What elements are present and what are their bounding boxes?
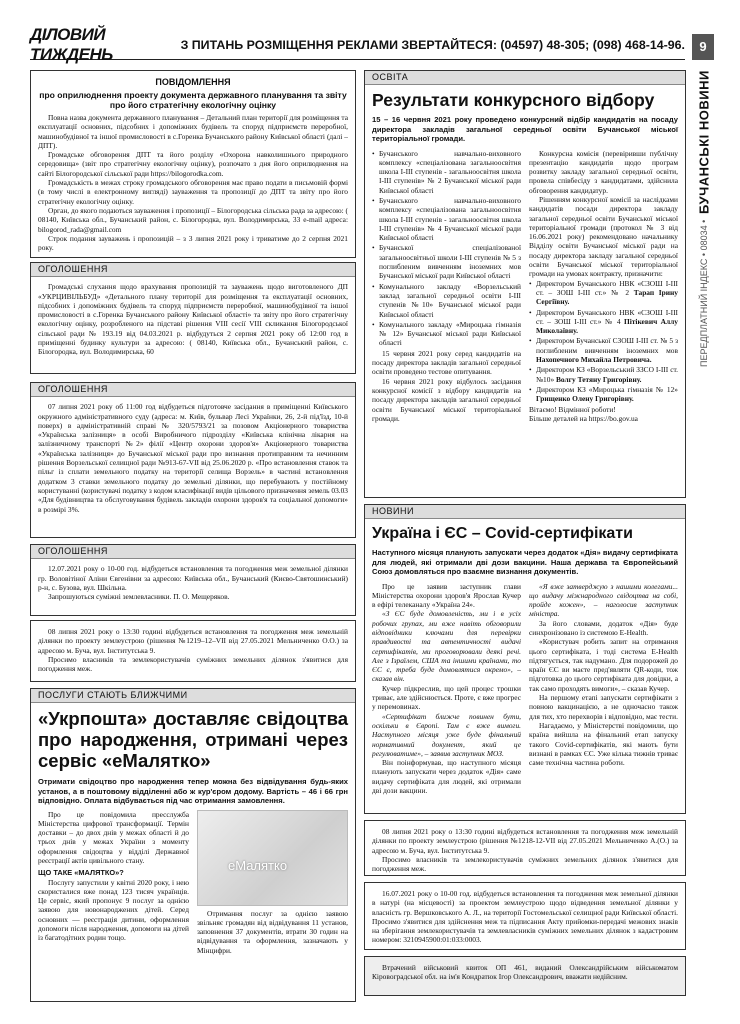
article-paragraph: Про це повідомила пресслужба Міністерства цифрової трансформації. Термін доставки – до двох днів у межах області й до трьох днів у межах України з моменту оформлення свідоцтва у відділі Державної реєстрації актів цивільного стану. (38, 809, 189, 865)
notice-paragraph: Громадськість в межах строку громадського обговорення має право подати в письмовій формі (в тому числі в електронному вигляді) зауваження та пропозиції до ДПТ та звіту про його стратегічну екологічну оцінку. (38, 178, 348, 206)
article-quote: «Сертифікат ближче повинен бути, оскільки в Європі. Там є вже вимоги. Наступного місяця уже буде фінальний нормативний документ, який це регулюватиме», – заявив заступник МОЗ. (372, 711, 521, 758)
photo-caption: Отримання послуг за однією заявою звільняє громадян від відвідування 11 установ, заповнення 37 документів, втрати 30 годин на відвідування та оформлення, зазначають у Мінцифри. (197, 908, 348, 955)
list-item (529, 279, 678, 307)
article-paragraph: «Користувач робить запит на отримання цього сертифіката, і тоді система E-Health підтягується, так надумано. Для подорожей до країн ЄС ви маєте пред'являти QR-коди, тож підготовка до цього сертифіката для довідки, а так само проходять вимоги», – сказав Кучер. (529, 637, 678, 693)
list-item: • Комунального закладу «Мироцька гімназія № 12» Бучанської міської ради Київської області (372, 320, 521, 348)
list-item: • Бучанського навчально-виховного комплексу «спеціалізована загальноосвітня школа І-ІІІ ступенів - загальноосвітня школа І-ІІІ ступенів» № 4 Бучанської міської ради Київської області (372, 196, 521, 242)
notice-court (30, 382, 356, 538)
notice-paragraph: Повна назва документа державного планування – Детальний план території для розміщення та експлуатації основних, підсобних і допоміжних будівель та споруд підприємств переробної, машинобудівної та іншої промисловості в с.Горенка Бучанського району Київської області (далі – ДПТ). (38, 113, 348, 150)
list-item: • Бучанського навчально-виховного комплексу «спеціалізована загальноосвітня школа І-ІІІ ступенів - загальноосвітня школа І-ІІІ ступенів» № 2 Бучанської міської ради Київської області (372, 149, 521, 195)
winner-name: Грищенко Олену Григорівну. (536, 394, 634, 404)
winners-list (529, 279, 678, 404)
winner-position: Директором Бучанського НВК «СЗОШ І-ІІІ ст. – ЗОШ І-ІІІ ст.» № 4 (536, 307, 678, 326)
winner-name: Пітікевич Аллу Миколаївну. (536, 316, 678, 336)
notice-heading: ПОВІДОМЛЕННЯ (155, 77, 231, 87)
article-paragraph: Про це заявив заступник глави Міністерства охорони здоров'я Ярослав Кучер в ефірі телеканалу «Україна 24». (372, 581, 521, 610)
article-paragraph: За його словами, додаток «Дія» буде синхронізовано із системою E-Health. (529, 618, 678, 637)
notice-tag: ОГОЛОШЕННЯ (31, 263, 355, 277)
article-paragraph: Він поінформував, що наступного місяця планують запускати через додаток «Дія» саме видачу сертифіката для людей, які отримали дві дози вакцини. (372, 758, 521, 796)
notice-hearings (30, 262, 356, 374)
congrats-text: Вітаємо! Відмінної роботи! (529, 404, 616, 414)
article-rubric: НОВИНИ (365, 505, 685, 519)
notice-boundary-buzova (30, 544, 356, 616)
notice-tag: ОГОЛОШЕННЯ (31, 383, 355, 397)
article-rubric: ОСВІТА (365, 71, 685, 85)
article-quote: «З ЄС буде домовленість, ми і в усіх робочих групах, ми вже навіть обговорили відповідники ключами для перевірки правдивості та автентичності видачі сертифікатів, ми проговорювали деякі речі. Але з Ізраїлем, США та іншими країнами, то ЄС є, треба буде домовлятися окремо», – сказав він. (372, 609, 521, 684)
notice-paragraph: Громадські слухання щодо врахування пропозицій та зауважень щодо виготовленого ДП «УКРЦИВІЛЬБУД» «Детального плану території для розміщення та експлуатації основних, підсобних і допоміжних будівель та споруд підприємств переробної, машинобудівної та іншої промисловості в с.Горенка Бучанського району Київської області» та звіту про його стратегічну екологічну оцінку, розробленого на підставі рішення VIII сесії VIII скликання Білогородської сільської ради № 193.19 від 04.03.2021 р. відбудуться 2 серпня 2021 року об 12:00 год в приміщенні будинку культури за адресою: ( 08140, Київська обл., Бучанський район, с. Білогородка, вул. Володимирська, 60 (38, 282, 348, 357)
article-paragraph: Конкурсна комісія (перевіривши публічну презентацію кандидатів щодо програм розвитку закладу загальної середньої освіти, провела співбесіду з кандидатами, здійснила обговорення кандидатур. (529, 148, 678, 195)
article-paragraph: Кучер підкреслив, що цей процес трошки триває, але здійснюється. Проте, є вже прогрес у перемовинах. (372, 683, 521, 712)
article-subhead: ЩО ТАКЕ «МАЛЯТКО»? (38, 868, 124, 878)
page-number: 9 (692, 34, 714, 60)
article-paragraph: 16 червня 2021 року відбулось засідання конкурсної комісії з відбору кандидатів на посаду директора закладів загальної середньої освіти Бучанської міської територіальної громади. (372, 376, 521, 423)
article-paragraph: 15 червня 2021 року серед кандидатів на посаду директора закладів загальної середньої освіти проведено тестове опитування. (372, 348, 521, 377)
winner-position: Директором КЗ «Ворзельський ЗЗСО І-ІІІ ст. №10» (536, 365, 678, 384)
article-rubric: ПОСЛУГИ СТАЮТЬ БЛИЖЧИМИ (31, 689, 355, 703)
side-strip (694, 70, 714, 410)
article-covid (364, 504, 686, 814)
notice-paragraph: 08 липня 2021 року о 13:30 годині відбудеться встановлення та погодження меж земельній ділянки по проекту землеустрою (рішення №1218-12-VІІ від 27.05.2021 Мельниченко А.(О.) за адресою м. Буча, вул. Інститутська 9. (372, 827, 678, 855)
list-item: • Комунального закладу «Ворзельський заклад загальної середньої освіти І-ІІІ ступенів №10» Бучанської міської ради Київської області (372, 282, 521, 319)
article-lead: Отримати свідоцтво про народження тепер можна без відвідування будь-яких установ, а в поштовому відділенні або ж кур'єром додому. Вартість – 46 і 66 грн відповідно. Оплата відбувається під час отримання замовлення. (38, 777, 348, 806)
article-paragraph: На першому етапі запускати сертифікати з повною вакцинацією, а не одночасно також для тих, хто перехворів і відповідно, має тести. (529, 693, 678, 721)
list-item (529, 385, 678, 404)
winner-name: Волгу Тетяну Григорівну. (556, 374, 642, 384)
notice-paragraph: Просимо власників та землекористувачів суміжних земельних ділянок з'явитися для погодження меж. (372, 854, 678, 874)
article-quote: «Я вже затверджую з нашими колегами... що видачу міжнародного свідоцтва на собі, пройде кожен», – наголосив заступник міністра. (529, 581, 678, 619)
notice-paragraph: 12.07.2021 року о 10-00 год. відбудеться встановлення та погодження меж земельної ділянки гр. Воловітіної Аліни Євгенівни за адресою: Київська обл., Бучанський (Києво-Святошинський) р-н, с. Бузова, вул. Шкільна. (38, 564, 348, 592)
article-title: Результати конкурсного відбору (372, 90, 655, 111)
notice-plan-sea (30, 70, 356, 258)
notice-boundary-hostomel (364, 882, 686, 950)
notice-paragraph: 07 липня 2021 року об 11:00 год відбудеться підготовче засідання в приміщенні Київського окружного адміністративного суду (адреса: м. Київ, бульвар Лесі Українки, 26, 2-й під'їзд, 10-й поверх) в адміністративній справі № 320/5793/21 за позовом Акціонерного товариства «Українська залізниця» в особі Виробничого підрозділу «Київська клінічна лікарня на залізничному транспорті №2» філії «Центр охорони здоров'я» Акціонерного товариства «Українська залізниця» до Бучанської міської ради про визнання протиправним та нечинним рішення Ворзельської селищної ради №913-67-VII від 25.06.2020 р. «Про встановлення ставок та пільг із сплати земельного податку на території селища Ворзель» в частині встановлення додатком 3 ставки земельного податку до земельні ділянки, що перебувають у постійному користуванні (користувачі податку з кодом класифікації видів цільового призначення земель 03.03 «Для будівництва та обслуговування будівель закладів охорони здоров'я та соціальної допомоги» в розмірі 3%. (38, 402, 348, 514)
notice-lost-id (364, 956, 686, 996)
winner-position: Директором КЗ «Мироцька гімназія № 12» (536, 384, 678, 394)
article-paragraph: Нагадаємо, у Міністерстві повідомили, що країна вийшла на фінальний етап запуску такого Covid-сертифікатів, які мають бути визнані в рамках ЄС. Уже кілька тижнів триває саме технічна частина роботи. (529, 720, 678, 768)
notice-paragraph: 16.07.2021 року о 10-00 год. відбудеться встановлення та погодження меж земельної ділянки в натурі (на місцевості) за проектом землеустрою щодо відведення земельної ділянки у власність гр. Вершковського А. Л., на території Гостомельської селищної ради Київської області. Просимо з'явитися для здійснення меж та підписання Акту прийомки-передачі межових знаків на зберігання землекористувачів та землевласників суміжних земельних ділянок з кадастровим номером: 3210945900:01:033:0003. (372, 889, 678, 945)
notice-boundary-bucha-2 (364, 820, 686, 876)
notice-title: про оприлюднення проекту документа державного планування та звіту про його стратегічну екологічну оцінку (39, 90, 347, 110)
schools-list (372, 149, 521, 348)
article-paragraph: Рішенням конкурсної комісії за наслідками кандидатів посади директора закладу загальної середньої освіти Бучанської міської територіальної громади (протокол № 3 від 16.06.2021 року) рекомендовано начальнику Відділу освіти Бучанської міської ради на посаду директора закладу загальної середньої освіти Бучанської міської територіальної громади на умовах контракту, призначити: (529, 195, 678, 279)
notice-paragraph: Втрачений військовий квиток ОП 461, виданий Олександрійським військоматом Кіровоградської обл. на ім'я Кондратюк Ігор Олександрович, вважати недійсним. (372, 963, 678, 982)
newspaper-name: БУЧАНСЬКІ НОВИНИ (696, 70, 712, 214)
article-ukrposhta (30, 688, 356, 1002)
page-header (30, 24, 685, 64)
notice-boundary-bucha (30, 620, 356, 682)
winner-name: Нахопечного Михайла Петровича. (536, 355, 652, 365)
photo-text: еМалятко (228, 857, 288, 873)
article-lead: 15 – 16 червня 2021 року проведено конкурсний відбір кандидатів на посаду директора закладів загальної середньої освіти Бучанської міської територіальної громади. (372, 115, 678, 144)
notice-paragraph: 08 липня 2021 року о 13:30 годині відбудеться встановлення та погодження меж земельній ділянки по проекту землеустрою (рішення №1219–12–VII від 27.05.2021 Мельниченко О.О.) за адресою м. Буча, вул. Інститутська 9. (38, 627, 348, 655)
article-title: Україна і ЄС – Covid-сертифікати (372, 525, 633, 543)
section-brand: ДІЛОВИЙ ТИЖДЕНЬ (30, 24, 113, 64)
article-lead: Наступного місяця планують запускати через додаток «Дія» видачу сертифіката для людей, які отримали дві дози вакцини. Наша держава та Європейський Союз домовляться про взаємне визнання документів. (372, 548, 678, 577)
notice-paragraph: Строк подання зауважень і пропозицій – з 3 липня 2021 року і триватиме до 2 серпня 2021 року. (38, 233, 348, 253)
emalyatko-photo (197, 810, 348, 906)
list-item (529, 365, 678, 384)
list-item (529, 336, 678, 364)
notice-paragraph: Просимо власників та землекористувачів суміжних земельних ділянок з'явитися для погодження меж. (38, 654, 348, 674)
winner-name: Тарап Ірину Сергіївну. (536, 287, 678, 307)
notice-paragraph: Запрошуються суміжні землевласники. П. О. Мещеряков. (48, 592, 230, 602)
more-link: Більше деталей на https://bo.gov.ua (529, 413, 638, 423)
notice-paragraph: Громадське обговорення ДПТ та його розділу «Охорона навколишнього природного середовища» (звіт про стратегічну екологічну оцінку), розпочато з дня його оприлюднення на сайті Білогородської сільської ради https://bilogorodka.com. (38, 150, 348, 178)
list-item: • Бучанської спеціалізованої загальноосвітньої школи І-ІІІ ступенів № 5 з поглибленим вивченням іноземних мов Бучанської міської ради Київської області (372, 243, 521, 280)
article-title: «Укрпошта» доставляє свідоцтва про народження, отримані через сервіс «еМалятко» (38, 708, 348, 772)
list-item (529, 308, 678, 336)
notice-paragraph: Орган, до якого подаються зауваження і пропозиції – Білогородська сільська рада за адресою: ( 08140, Київська обл., Бучанський район, с. Білогородка, вул. Володимирська, 33 e-mail адреса: bilogorod_rada@gmail.com (38, 205, 348, 234)
notice-tag: ОГОЛОШЕННЯ (31, 545, 355, 559)
subscription-index: ПЕРЕДПЛАТНИЙ ІНДЕКС • 08034 • (699, 219, 709, 368)
winner-position: Директором Бучанського НВК «СЗОШ І-ІІІ ст. – ЗОШ І-ІІІ ст.» № 2 (536, 278, 678, 297)
article-paragraph: Послугу запустили у квітні 2020 року, і нею скористалися вже понад 123 тисяч українців. Це сервіс, який пропонує 9 послуг за однією заявою для новонароджених дітей. Серед основних — реєстрація дитини, оформлення допомоги після народження, допомоги на дітей із багатодітних родин тощо. (38, 877, 189, 943)
article-education (364, 70, 686, 498)
ad-contact-bar: З ПИТАНЬ РОЗМІЩЕННЯ РЕКЛАМИ ЗВЕРТАЙТЕСЯ: (04597) 48-305; (098) 468-14-96. (180, 37, 685, 52)
winner-position: Директором Бучанської СЗОШ І-ІІІ ст. № 5 з поглибленим вивченням іноземних мов (536, 336, 678, 355)
